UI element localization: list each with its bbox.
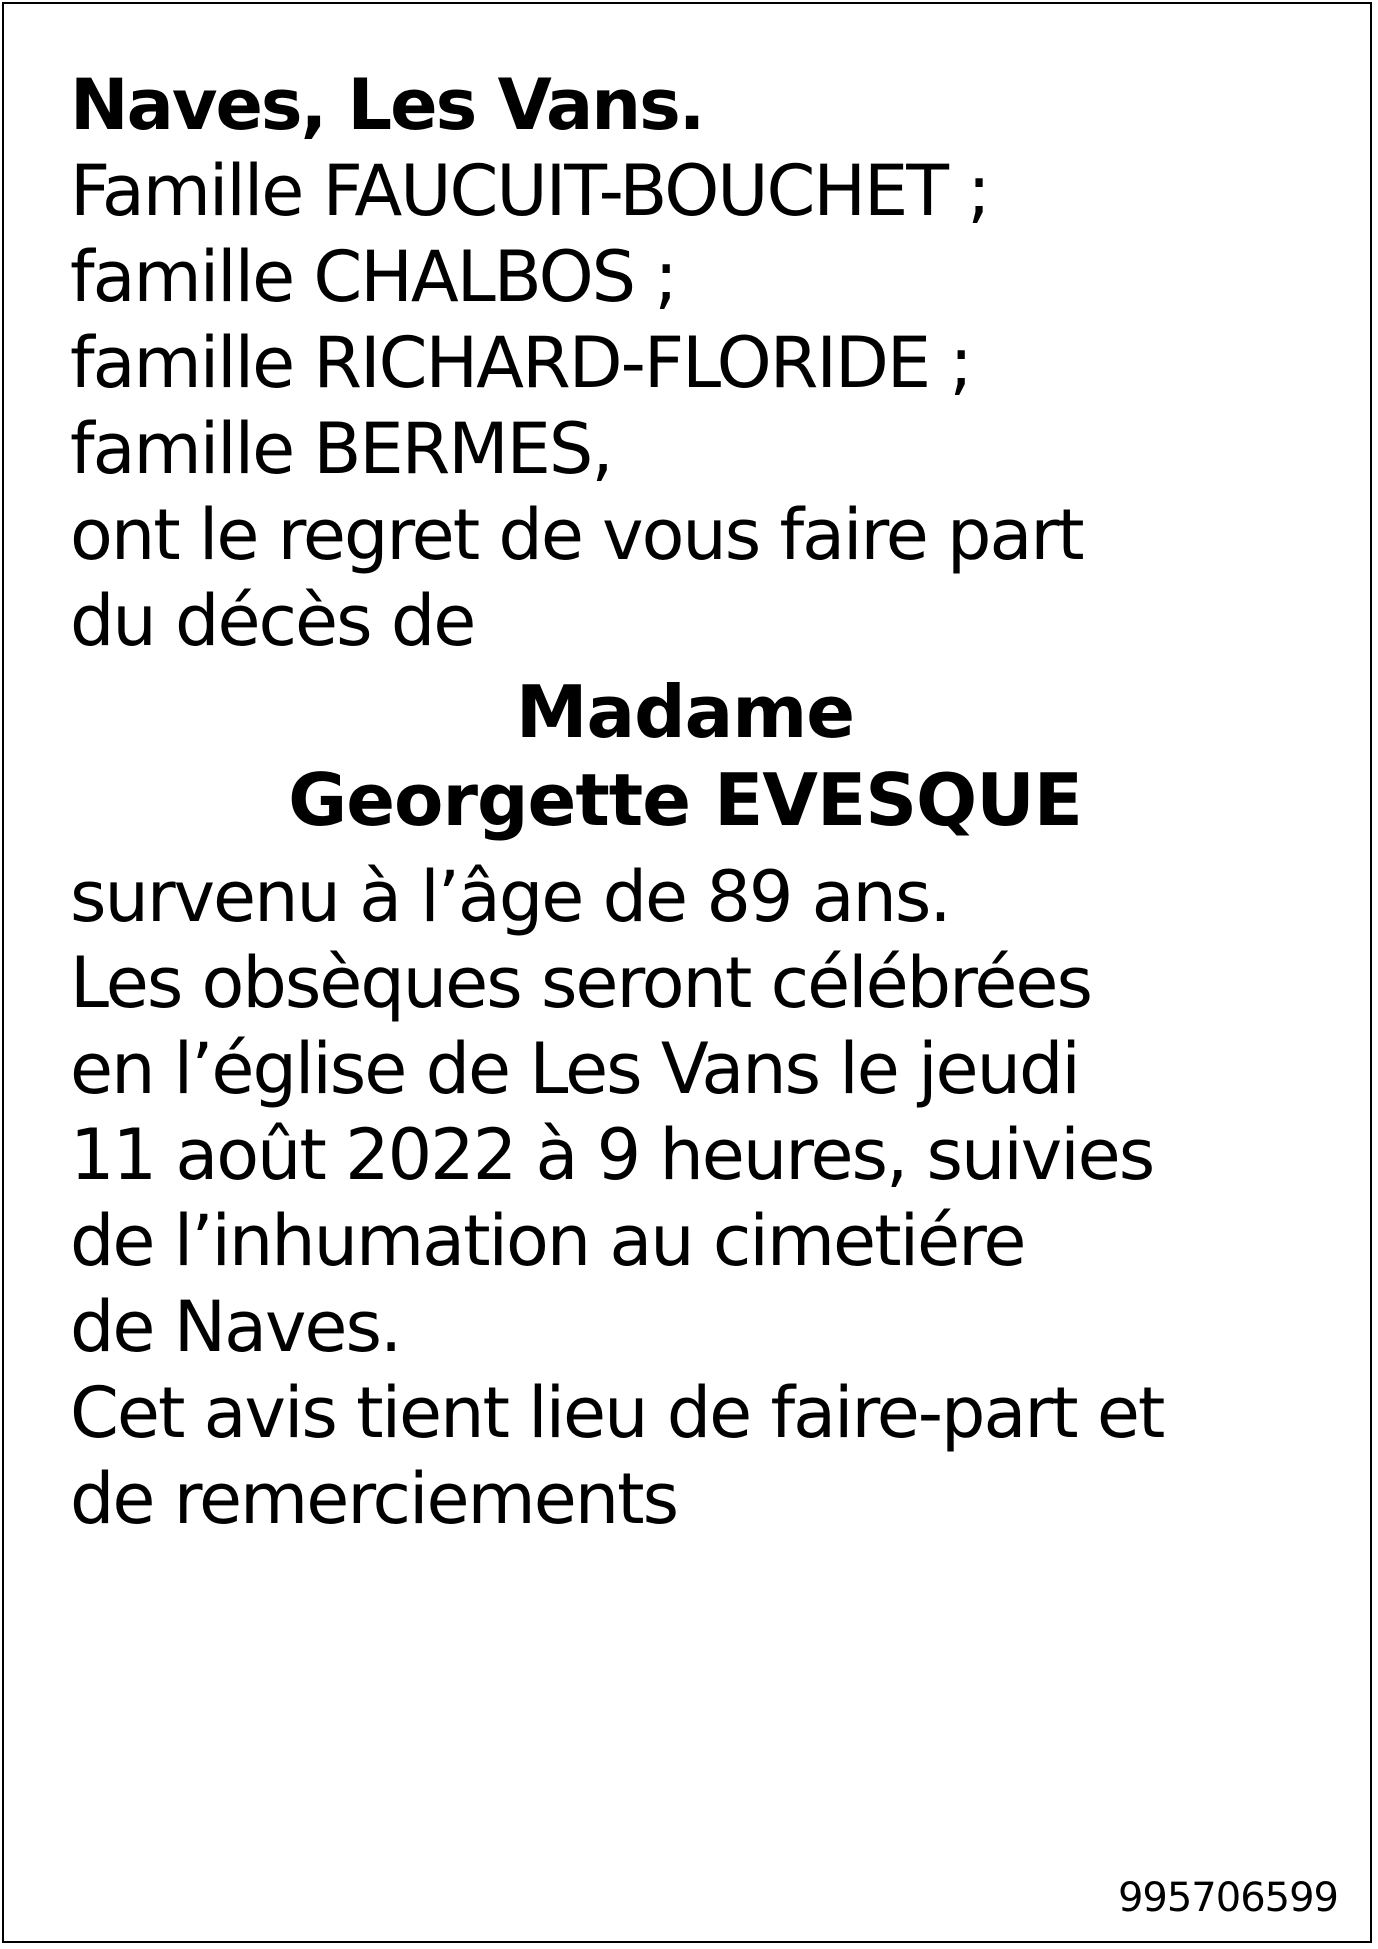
family-line: Famille FAUCUIT-BOUCHET ; bbox=[70, 150, 989, 232]
deceased-title: Madame bbox=[515, 670, 855, 754]
deceased-name: Georgette EVESQUE bbox=[288, 758, 1082, 842]
announcement-line: du décès de bbox=[70, 580, 475, 662]
details-text bbox=[70, 854, 1340, 1542]
family-line: famille BERMES, bbox=[70, 408, 612, 490]
detail-line: Cet avis tient lieu de faire-part et bbox=[70, 1372, 1164, 1454]
reference-number: 995706599 bbox=[1117, 1875, 1338, 1921]
deceased-name-block bbox=[70, 668, 1300, 844]
notice-location: Naves, Les Vans. bbox=[70, 64, 704, 146]
detail-line: de remerciements bbox=[70, 1458, 678, 1540]
notice-content bbox=[70, 62, 1340, 1542]
family-line: famille CHALBOS ; bbox=[70, 236, 676, 318]
families-list bbox=[70, 148, 1340, 492]
detail-line: en l’église de Les Vans le jeudi bbox=[70, 1028, 1079, 1110]
detail-line: Les obsèques seront célébrées bbox=[70, 942, 1091, 1024]
family-line: famille RICHARD-FLORIDE ; bbox=[70, 322, 971, 404]
announcement-line: ont le regret de vous faire part bbox=[70, 494, 1083, 576]
announcement-text bbox=[70, 492, 1340, 664]
detail-line: survenu à l’âge de 89 ans. bbox=[70, 856, 950, 938]
detail-line: de Naves. bbox=[70, 1286, 401, 1368]
detail-line: 11 août 2022 à 9 heures, suivies bbox=[70, 1114, 1154, 1196]
detail-line: de l’inhumation au cimetiére bbox=[70, 1200, 1025, 1282]
